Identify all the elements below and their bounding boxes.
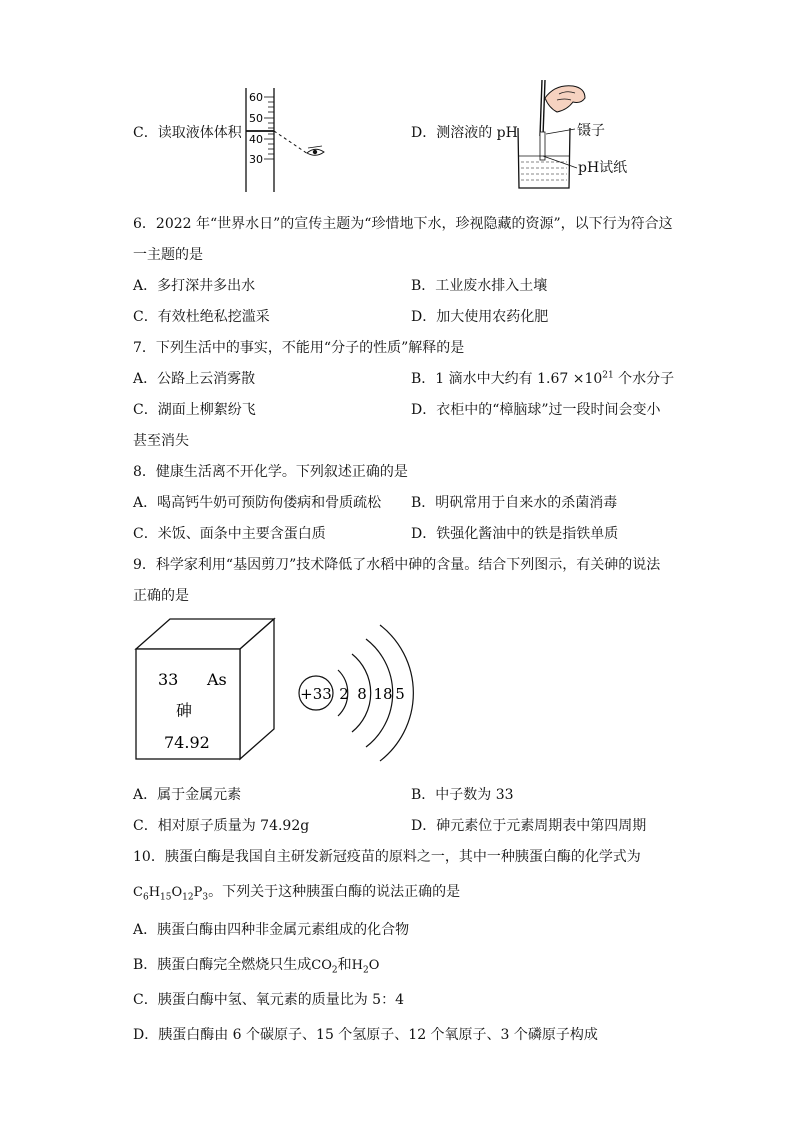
cylinder-tick-30: 30 <box>249 153 263 166</box>
q9-option-a[interactable]: A．属于金属元素 <box>133 787 242 803</box>
atomic-structure-figure <box>294 622 424 762</box>
q10-option-c[interactable]: C．胰蛋白酶中氢、氧元素的质量比为 5：4 <box>133 992 404 1008</box>
q7-option-c[interactable]: C．湖面上柳絮纷飞 <box>133 402 256 418</box>
q5-option-c[interactable]: C．读取液体体积 <box>133 125 242 141</box>
q5-option-d[interactable]: D．测溶液的 pH <box>411 125 518 141</box>
q8-stem: 8．健康生活离不开化学。下列叙述正确的是 <box>133 464 408 480</box>
q7-b-tail: 个水分子 <box>613 371 675 387</box>
q9-stem-cont: 正确的是 <box>133 588 189 604</box>
cylinder-tick-60: 60 <box>249 91 263 104</box>
q6-option-d[interactable]: D．加大使用农药化肥 <box>411 309 549 325</box>
q9-option-d[interactable]: D．砷元素位于元素周期表中第四周期 <box>411 818 647 834</box>
q7-option-d-cont: 甚至消失 <box>133 433 189 449</box>
q7-b-exponent: 21 <box>602 370 614 381</box>
q10-stem: 10．胰蛋白酶是我国自主研发新冠疫苗的原料之一，其中一种胰蛋白酶的化学式为 <box>133 849 641 865</box>
q8-option-b[interactable]: B．明矾常用于自来水的杀菌消毒 <box>411 495 618 511</box>
q9-option-c[interactable]: C．相对原子质量为 74.92g <box>133 818 310 834</box>
q8-option-d[interactable]: D．铁强化酱油中的铁是指铁单质 <box>411 526 619 542</box>
q10-stem-tail: 。下列关于这种胰蛋白酶的说法正确的是 <box>208 884 461 900</box>
q10-option-d[interactable]: D．胰蛋白酶由 6 个碳原子、15 个氢原子、12 个氧原子、3 个磷原子构成 <box>133 1027 598 1043</box>
q7-option-b[interactable] <box>411 370 674 388</box>
q7-b-text: B．1 滴水中大约有 1.67 ×10 <box>411 371 603 387</box>
q10-option-a[interactable]: A．胰蛋白酶由四种非金属元素组成的化合物 <box>133 922 410 938</box>
tweezers-label: 镊子 <box>577 123 605 139</box>
eye-icon <box>307 146 324 155</box>
q7-option-d[interactable]: D．衣柜中的“樟脑球”过一段时间会变小 <box>411 402 661 418</box>
q10-option-b[interactable]: B．胰蛋白酶完全燃烧只生成$CO_2$和$H_2O$ <box>133 957 380 976</box>
q6-option-c[interactable]: C．有效杜绝私挖滥采 <box>133 309 270 325</box>
shell-3-electrons: 18 <box>373 685 393 703</box>
q8-option-a[interactable]: A．喝高钙牛奶可预防佝偻病和骨质疏松 <box>133 495 382 511</box>
q7-option-a[interactable]: A．公路上云消雾散 <box>133 371 256 387</box>
shell-1-electrons: 2 <box>339 685 349 703</box>
ph-paper-label: pH试纸 <box>578 160 628 176</box>
co2-formula: $CO_2$ <box>311 958 338 976</box>
q6-stem-cont: 一主题的是 <box>133 247 203 263</box>
nucleus-charge: +33 <box>300 685 332 703</box>
q6-option-a[interactable]: A．多打深井多出水 <box>133 278 256 294</box>
q10-formula-line <box>133 883 460 902</box>
graduated-cylinder-figure <box>240 84 340 196</box>
element-cell-figure <box>130 615 280 765</box>
hand-icon <box>545 86 585 112</box>
element-symbol: As <box>207 670 227 689</box>
cylinder-tick-50: 50 <box>249 112 263 125</box>
element-name: 砷 <box>176 701 193 720</box>
atomic-mass: 74.92 <box>164 733 210 752</box>
q6-stem: 6．2022 年“世界水日”的宣传主题为“珍惜地下水，珍视隐藏的资源”，以下行为符合这 <box>133 216 673 232</box>
q9-option-b[interactable]: B．中子数为 33 <box>411 787 514 803</box>
q9-stem: 9．科学家利用“基因剪刀”技术降低了水稻中砷的含量。结合下列图示，有关砷的说法 <box>133 557 661 573</box>
shell-2-electrons: 8 <box>357 685 367 703</box>
formula: $C_6H_{15}O_{12}P_3$ <box>133 885 209 903</box>
atomic-number: 33 <box>158 670 179 689</box>
h2o-formula: $H_2O$ <box>351 958 380 976</box>
q8-option-c[interactable]: C．米饭、面条中主要含蛋白质 <box>133 526 326 542</box>
q6-option-b[interactable]: B．工业废水排入土壤 <box>411 278 548 294</box>
cylinder-tick-40: 40 <box>249 133 263 146</box>
shell-4-electrons: 5 <box>395 685 405 703</box>
q7-stem: 7．下列生活中的事实，不能用“分子的性质”解释的是 <box>133 340 465 356</box>
